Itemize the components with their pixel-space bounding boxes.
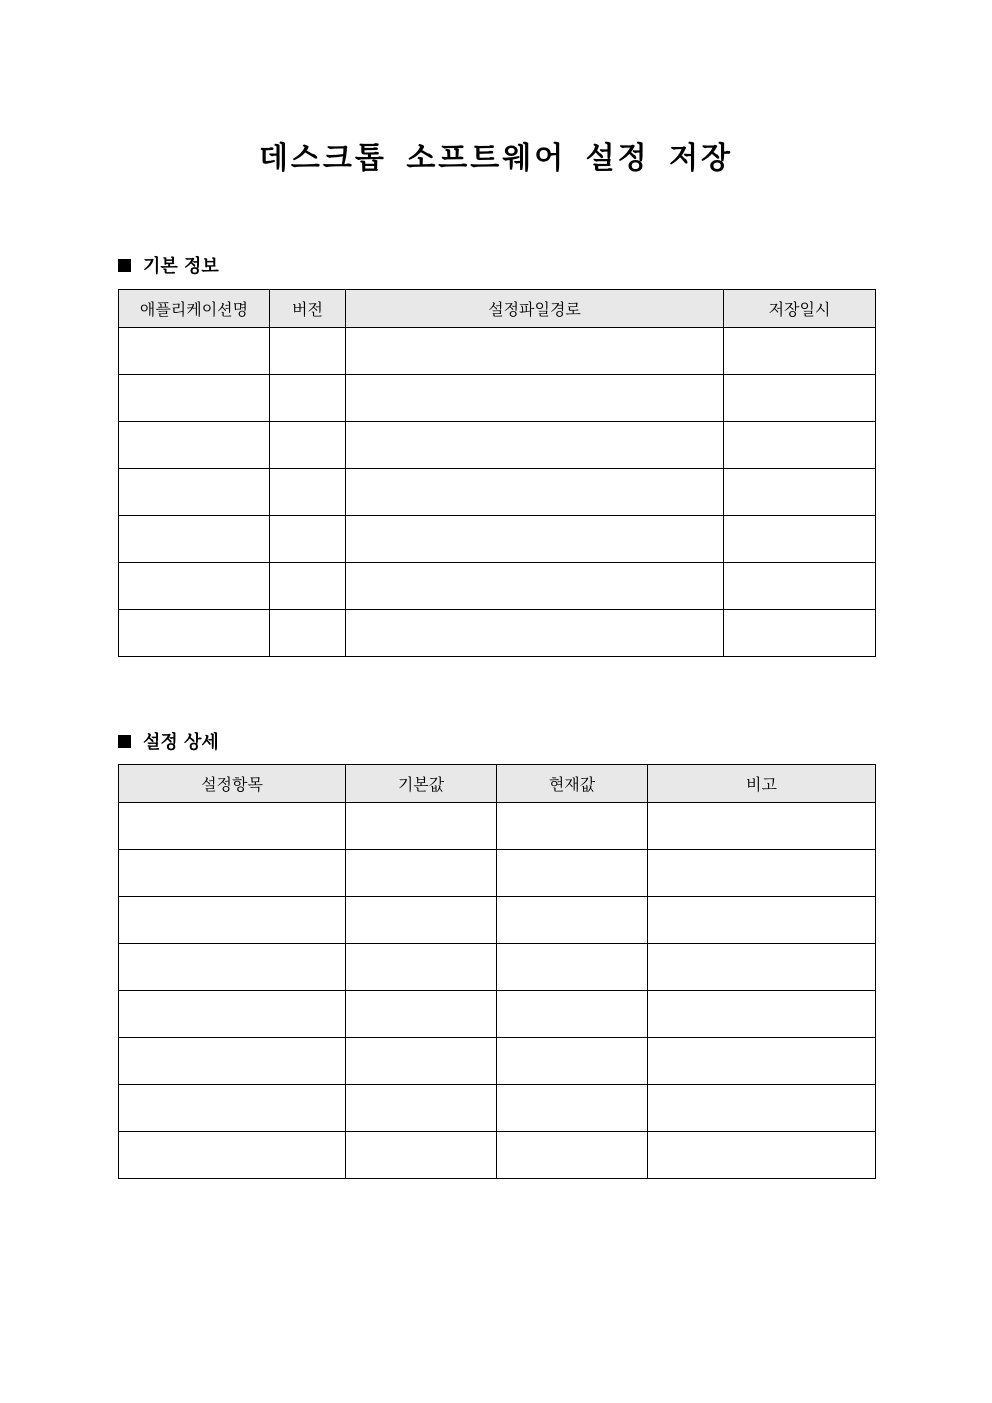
table-cell[interactable]	[270, 516, 346, 563]
basic-info-body	[119, 328, 876, 657]
table-cell[interactable]	[119, 991, 346, 1038]
document-title: 데스크톱 소프트웨어 설정 저장	[258, 141, 734, 176]
table-cell[interactable]	[270, 469, 346, 516]
table-row	[119, 469, 876, 516]
table-row	[119, 516, 876, 563]
table-row	[119, 1085, 876, 1132]
table-cell[interactable]	[119, 422, 270, 469]
square-bullet-icon	[118, 259, 131, 272]
table-cell[interactable]	[119, 563, 270, 610]
basic-info-table	[118, 289, 876, 657]
table-cell[interactable]	[270, 375, 346, 422]
table-cell[interactable]	[346, 328, 724, 375]
table-cell[interactable]	[119, 1132, 346, 1179]
table-cell[interactable]	[497, 1132, 648, 1179]
table-cell[interactable]	[648, 850, 876, 897]
table-row	[119, 803, 876, 850]
table-cell[interactable]	[497, 850, 648, 897]
section-heading-label: 기본 정보	[143, 256, 219, 277]
table-cell[interactable]	[346, 563, 724, 610]
column-header-current-value: 현재값	[497, 765, 648, 803]
table-row	[119, 563, 876, 610]
table-cell[interactable]	[270, 422, 346, 469]
section-heading-basic-info	[118, 252, 219, 278]
table-cell[interactable]	[119, 803, 346, 850]
table-cell[interactable]	[497, 1085, 648, 1132]
table-cell[interactable]	[648, 1038, 876, 1085]
settings-detail-body	[119, 803, 876, 1179]
column-header-app-name: 애플리케이션명	[119, 290, 270, 328]
table-cell[interactable]	[119, 897, 346, 944]
table-cell[interactable]	[346, 1038, 497, 1085]
table-cell[interactable]	[119, 944, 346, 991]
table-cell[interactable]	[270, 610, 346, 657]
table-cell[interactable]	[648, 991, 876, 1038]
table-cell[interactable]	[497, 803, 648, 850]
table-row	[119, 422, 876, 469]
column-header-default-value: 기본값	[346, 765, 497, 803]
table-cell[interactable]	[270, 328, 346, 375]
column-header-config-path: 설정파일경로	[346, 290, 724, 328]
table-cell[interactable]	[724, 375, 876, 422]
table-cell[interactable]	[346, 897, 497, 944]
table-row	[119, 897, 876, 944]
table-cell[interactable]	[346, 944, 497, 991]
table-cell[interactable]	[346, 469, 724, 516]
table-row	[119, 328, 876, 375]
table-cell[interactable]	[119, 516, 270, 563]
table-cell[interactable]	[346, 1132, 497, 1179]
table-cell[interactable]	[119, 328, 270, 375]
table-cell[interactable]	[724, 516, 876, 563]
table-cell[interactable]	[497, 1038, 648, 1085]
section-heading-settings-detail	[118, 728, 219, 754]
column-header-saved-at: 저장일시	[724, 290, 876, 328]
table-cell[interactable]	[648, 803, 876, 850]
table-cell[interactable]	[724, 328, 876, 375]
table-cell[interactable]	[119, 375, 270, 422]
table-cell[interactable]	[346, 850, 497, 897]
table-cell[interactable]	[648, 944, 876, 991]
section-heading-label: 설정 상세	[143, 732, 219, 753]
table-cell[interactable]	[346, 516, 724, 563]
table-cell[interactable]	[497, 944, 648, 991]
table-row	[119, 1132, 876, 1179]
table-cell[interactable]	[648, 1085, 876, 1132]
table-row	[119, 991, 876, 1038]
column-header-setting-item: 설정항목	[119, 765, 346, 803]
table-cell[interactable]	[119, 469, 270, 516]
table-cell[interactable]	[497, 897, 648, 944]
table-cell[interactable]	[119, 1038, 346, 1085]
table-cell[interactable]	[346, 375, 724, 422]
table-cell[interactable]	[724, 422, 876, 469]
table-cell[interactable]	[497, 991, 648, 1038]
table-cell[interactable]	[346, 422, 724, 469]
table-cell[interactable]	[119, 850, 346, 897]
table-row	[119, 1038, 876, 1085]
settings-detail-table	[118, 764, 876, 1179]
column-header-notes: 비고	[648, 765, 876, 803]
table-cell[interactable]	[724, 610, 876, 657]
table-cell[interactable]	[346, 1085, 497, 1132]
table-cell[interactable]	[346, 610, 724, 657]
table-row	[119, 610, 876, 657]
table-cell[interactable]	[724, 469, 876, 516]
table-row	[119, 944, 876, 991]
table-header-row	[119, 765, 876, 803]
table-row	[119, 850, 876, 897]
table-cell[interactable]	[648, 897, 876, 944]
table-cell[interactable]	[346, 803, 497, 850]
table-cell[interactable]	[119, 1085, 346, 1132]
table-header-row	[119, 290, 876, 328]
table-cell[interactable]	[648, 1132, 876, 1179]
table-cell[interactable]	[270, 563, 346, 610]
table-cell[interactable]	[724, 563, 876, 610]
table-cell[interactable]	[119, 610, 270, 657]
column-header-version: 버전	[270, 290, 346, 328]
table-row	[119, 375, 876, 422]
table-cell[interactable]	[346, 991, 497, 1038]
square-bullet-icon	[118, 735, 131, 748]
